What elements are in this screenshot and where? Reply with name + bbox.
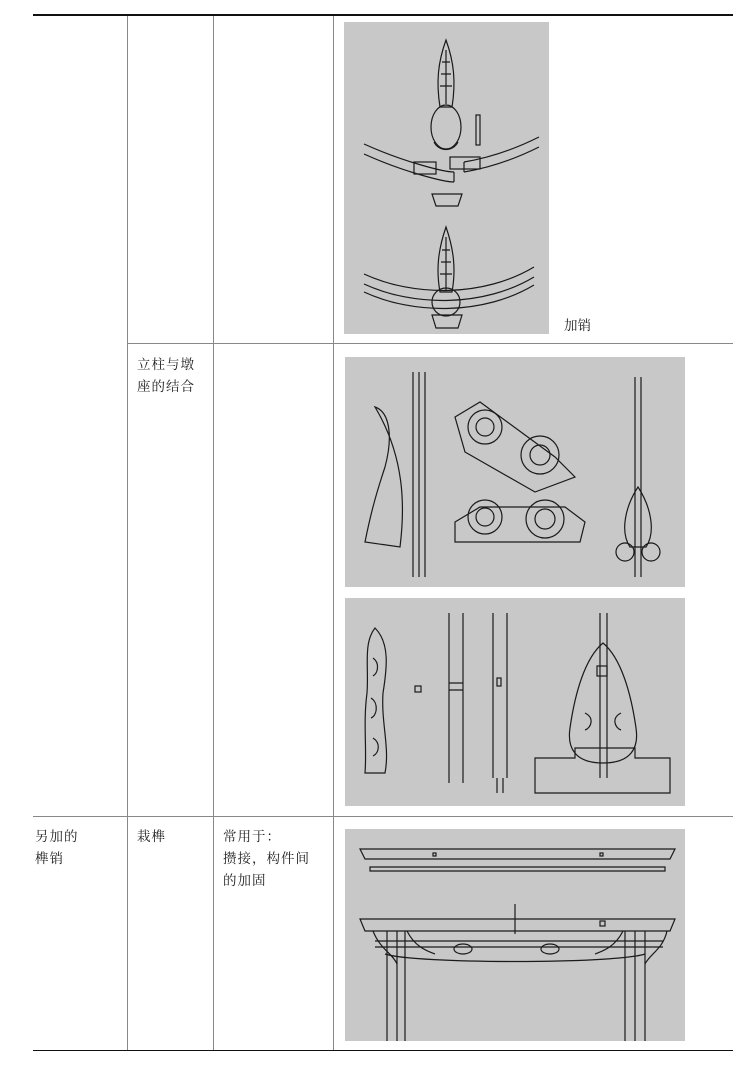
table-top-rule [33, 14, 733, 16]
category-label [35, 826, 79, 870]
category-line-2: 榫销 [35, 851, 64, 867]
figure-post-base-exploded [345, 357, 685, 587]
column-divider-1 [127, 16, 128, 1051]
technique-label [137, 826, 166, 848]
post-bracket-exploded-drawing [345, 598, 685, 806]
usage-line-3: 的加固 [223, 873, 267, 889]
technique-line-1: 栽榫 [137, 829, 166, 845]
joint-type-label [137, 354, 195, 398]
figure-caption: 加销 [564, 318, 591, 334]
pin-joint-drawing [344, 22, 549, 334]
joint-type-line-2: 座的结合 [137, 379, 195, 395]
usage-line-2: 攒接，构件间 [223, 851, 310, 867]
row-divider-1 [127, 343, 733, 344]
table-bottom-rule [33, 1050, 733, 1051]
figure-post-bracket-exploded [345, 598, 685, 806]
usage-line-1: 常用于： [223, 829, 281, 845]
column-divider-3 [333, 16, 334, 1051]
joint-type-line-1: 立柱与墩 [137, 357, 195, 373]
figure-table-inserted-tenon [345, 829, 685, 1041]
usage-note [223, 826, 310, 892]
figure-pin-joint [344, 22, 549, 334]
table-inserted-tenon-drawing [345, 829, 685, 1041]
row-divider-2 [33, 816, 733, 817]
post-base-exploded-drawing [345, 357, 685, 587]
category-line-1: 另加的 [35, 829, 79, 845]
column-divider-2 [213, 16, 214, 1051]
document-page [33, 14, 733, 1051]
